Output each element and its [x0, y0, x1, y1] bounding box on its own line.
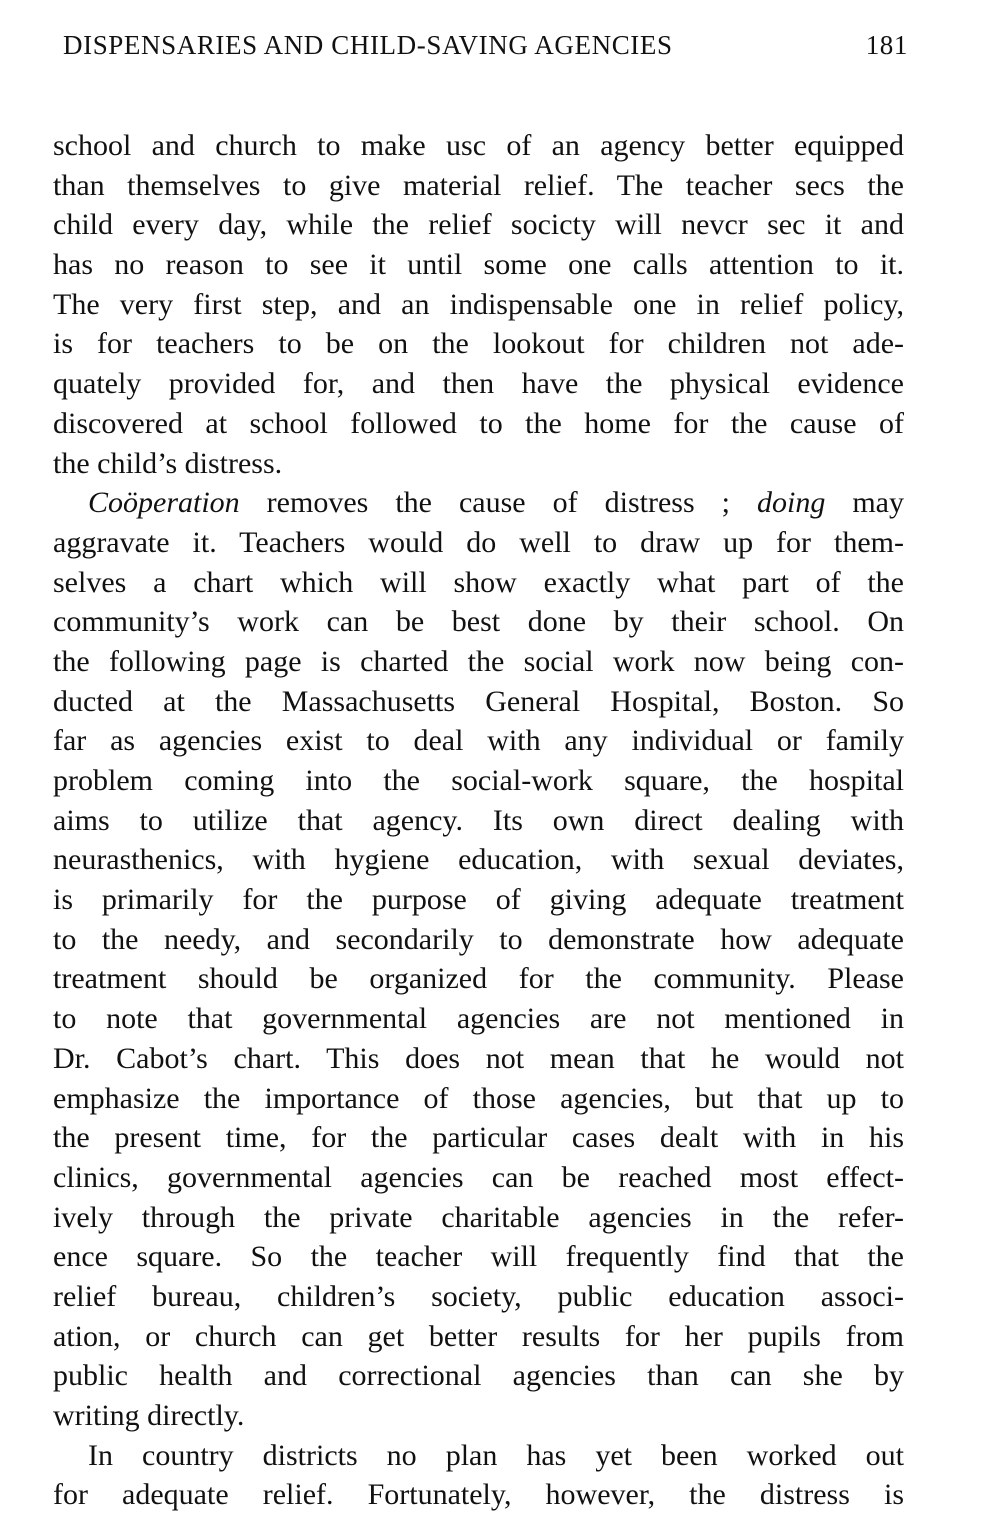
text-line: problem coming into the social-work square, the hospital	[53, 764, 904, 797]
text-line: discovered at school followed to the home for the cause of	[53, 406, 904, 440]
text-line: the child’s distress.	[53, 446, 283, 480]
text-line: far as agencies exist to deal with any individual or family	[53, 724, 904, 758]
text-line: the present time, for the particular cases dealt with in his	[53, 1121, 904, 1155]
text-line: Coöperation removes the cause of distress ; doing may	[88, 486, 904, 520]
page-number: 181	[865, 30, 908, 60]
chapter-title: DISPENSARIES AND CHILD-SAVING AGENCIES	[63, 30, 673, 60]
text-line: the following page is charted the social work now being con-	[53, 644, 904, 678]
text-line: aims to utilize that agency. Its own direct dealing with	[53, 803, 904, 837]
running-header	[63, 30, 908, 61]
text-line: emphasize the importance of those agencies, but that up to	[53, 1081, 904, 1115]
text-line: In country districts no plan has yet been worked out	[88, 1438, 904, 1472]
emphasis: Coöperation	[88, 486, 240, 520]
text-line: child every day, while the relief socicty will nevcr sec it and	[53, 208, 904, 242]
text-line: than themselves to give material relief. The teacher secs the	[53, 168, 904, 202]
text-line: ively through the private charitable agencies in the refer-	[53, 1200, 904, 1234]
text-line: relief bureau, children’s society, public education associ-	[53, 1279, 904, 1313]
text-line: The very first step, and an indispensable one in relief policy,	[53, 287, 904, 321]
emphasis: doing	[756, 486, 826, 520]
text-line: for adequate relief. Fortunately, however, the distress is	[53, 1478, 904, 1512]
text-line: quately provided for, and then have the physical evidence	[53, 367, 904, 401]
text-line: is for teachers to be on the lookout for children not ade-	[53, 327, 904, 361]
text-line: ducted at the Massachusetts General Hospital, Boston. So	[53, 684, 904, 718]
text-line: has no reason to see it until some one calls attention to it.	[53, 248, 904, 282]
text-line: is primarily for the purpose of giving adequate treatment	[53, 883, 904, 917]
text-line: community’s work can be best done by their school. On	[53, 605, 904, 639]
text-line: aggravate it. Teachers would do well to draw up for them-	[53, 525, 904, 559]
text-line: neurasthenics, with hygiene education, with sexual deviates,	[53, 843, 904, 877]
text-line: selves a chart which will show exactly what part of the	[53, 565, 904, 599]
text-line: clinics, governmental agencies can be reached most effect-	[53, 1160, 904, 1194]
text-line: Dr. Cabot’s chart. This does not mean that he would not	[53, 1041, 904, 1075]
text-line: to the needy, and secondarily to demonstrate how adequate	[53, 922, 904, 956]
text-line: ation, or church can get better results for her pupils from	[53, 1319, 904, 1353]
text-line: to note that governmental agencies are not mentioned in	[53, 1002, 904, 1036]
body-text	[53, 126, 904, 1515]
text-line: public health and correctional agencies than can she by	[53, 1359, 904, 1393]
text-line: writing directly.	[53, 1399, 245, 1432]
text-line: ence square. So the teacher will frequently find that the	[53, 1240, 904, 1274]
text-line: treatment should be organized for the community. Please	[53, 962, 904, 996]
text-line: school and church to make usc of an agency better equipped	[53, 129, 904, 162]
